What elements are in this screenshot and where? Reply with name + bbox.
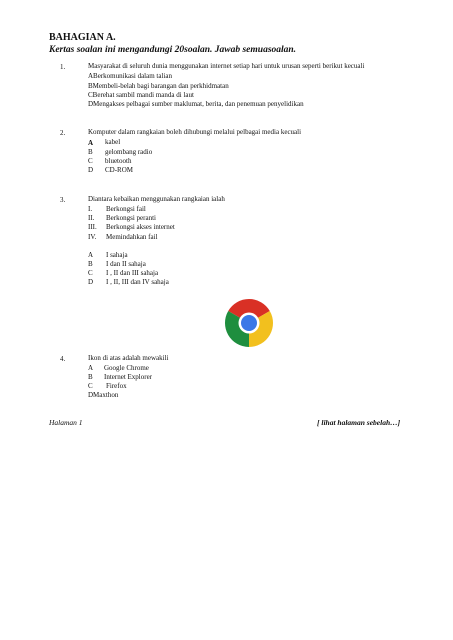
option-a[interactable]: kabel <box>105 138 121 146</box>
option-b[interactable]: Internet Explorer <box>104 373 153 381</box>
question-text: Diantara kebaikan menggunakan rangkaian ialah <box>88 195 225 203</box>
question-number: 1. <box>60 63 66 71</box>
statement-numeral: I. <box>88 205 93 213</box>
question-text: Masyarakat di seluruh dunia menggunakan internet setiap hari untuk urusan seperti berikut kecuali <box>88 62 365 70</box>
option-d[interactable]: CD-ROM <box>105 166 134 174</box>
instruction-text: Kertas soalan ini mengandungi 20soalan. Jawab semuasoalan. <box>49 45 297 55</box>
option-c[interactable]: CBerehat sambil mandi manda di laut <box>88 91 194 99</box>
option-c[interactable]: Firefox <box>106 382 127 390</box>
option-d[interactable]: DMengakses pelbagai sumber maklumat, berita, dan penemuan penyelidikan <box>88 100 304 108</box>
option-letter: C <box>88 382 93 390</box>
option-c[interactable]: I , II dan III sahaja <box>106 269 159 277</box>
option-a[interactable]: I sahaja <box>106 251 128 259</box>
statement-numeral: IV. <box>88 233 97 241</box>
option-letter: A <box>88 251 94 259</box>
option-letter: A <box>88 139 94 147</box>
option-d[interactable]: I , II, III dan IV sahaja <box>106 278 169 286</box>
option-letter: D <box>88 278 94 286</box>
section-title: BAHAGIAN A. <box>49 32 116 43</box>
question-text: Ikon di atas adalah mewakili <box>88 354 169 362</box>
statement-text: Memindahkan fail <box>106 233 158 241</box>
statement-text: Berkongsi fail <box>106 205 146 213</box>
statement-text: Berkongsi akses internet <box>106 223 175 231</box>
question-number: 3. <box>60 196 66 204</box>
question-number: 4. <box>60 355 66 363</box>
question-number: 2. <box>60 129 66 137</box>
option-a[interactable]: ABerkomunikasi dalam talian <box>88 72 172 80</box>
option-letter: B <box>88 148 93 156</box>
statement-text: Berkongsi peranti <box>106 214 156 222</box>
option-letter: A <box>88 364 94 372</box>
chrome-blue-center <box>241 315 257 331</box>
chrome-logo-icon <box>224 298 274 348</box>
option-c[interactable]: bluetooth <box>105 157 132 165</box>
option-d[interactable]: DMaxthon <box>88 391 119 399</box>
option-letter: C <box>88 269 93 277</box>
option-b[interactable]: I dan II sahaja <box>106 260 146 268</box>
statement-numeral: II. <box>88 214 95 222</box>
option-b[interactable]: BMembeli-belah bagi barangan dan perkhidmatan <box>88 82 229 90</box>
question-text: Komputer dalam rangkaian boleh dihubungi melalui pelbagai media kecuali <box>88 128 302 136</box>
option-b[interactable]: gelombang radio <box>105 148 153 156</box>
option-letter: C <box>88 157 93 165</box>
option-letter: B <box>88 260 93 268</box>
option-letter: D <box>88 166 94 174</box>
statement-numeral: III. <box>88 223 97 231</box>
option-letter: B <box>88 373 93 381</box>
next-page-note: [ lihat halaman sebelah…] <box>317 418 401 427</box>
page-number: Halaman 1 <box>49 418 83 427</box>
option-a[interactable]: Google Chrome <box>104 364 149 372</box>
